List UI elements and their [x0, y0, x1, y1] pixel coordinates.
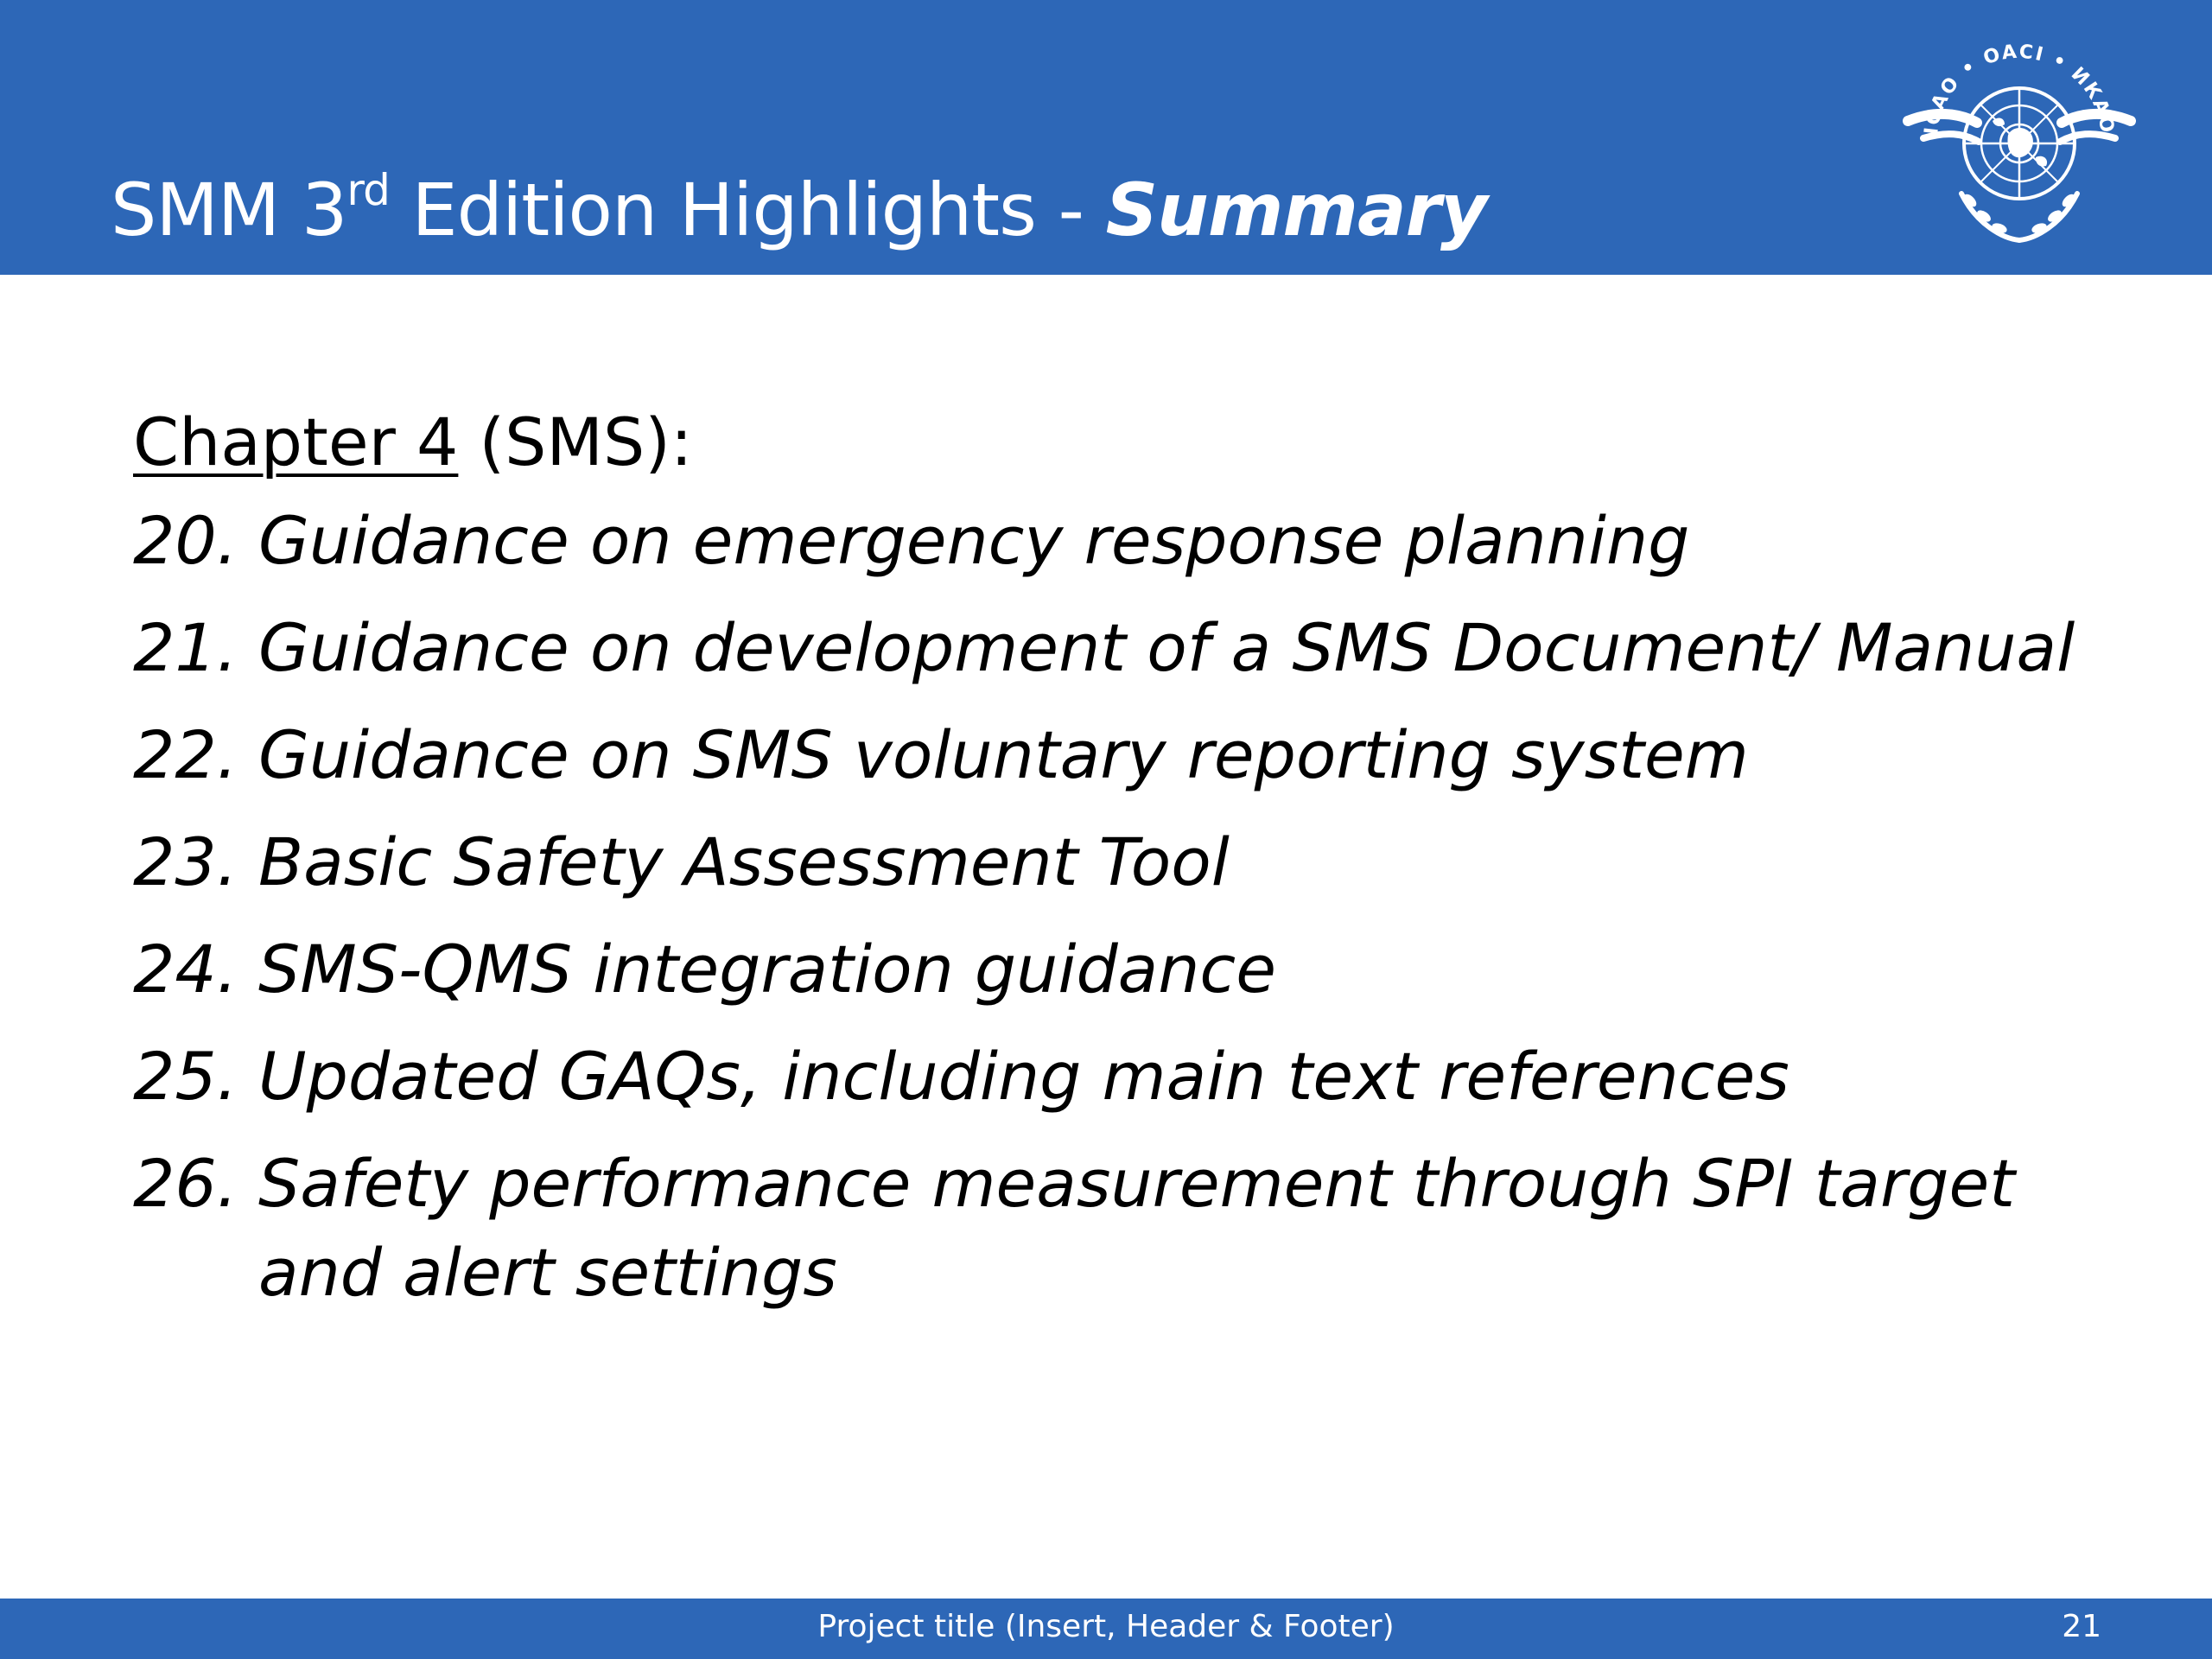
item-number: 25. — [133, 1038, 238, 1115]
item-text: Guidance on SMS voluntary reporting system — [258, 716, 1749, 793]
item-text: Basic Safety Assessment Tool — [258, 823, 1230, 900]
title-emphasis: Summary — [1105, 168, 1487, 252]
item-text: SMS-QMS integration guidance — [258, 931, 1276, 1007]
item-number: 23. — [133, 823, 238, 900]
item-number: 22. — [133, 716, 238, 793]
item-number: 21. — [133, 609, 238, 686]
item-number: 26. — [133, 1145, 238, 1222]
item-number: 24. — [133, 931, 238, 1007]
footer-bar — [0, 1599, 2212, 1659]
highlights-list — [133, 496, 2103, 1317]
list-item — [133, 1139, 2103, 1317]
title-superscript: rd — [346, 165, 390, 215]
chapter-label: Chapter 4 — [133, 404, 459, 480]
list-item — [133, 603, 2103, 692]
list-item — [133, 925, 2103, 1014]
list-item — [133, 1032, 2103, 1121]
item-text: Guidance on development of a SMS Document/ Manual — [258, 609, 2075, 686]
chapter-suffix: (SMS): — [458, 404, 693, 480]
list-item — [133, 496, 2103, 585]
list-item — [133, 817, 2103, 906]
page-number: 21 — [2062, 1609, 2101, 1644]
title-middle: Edition Highlights - — [389, 168, 1106, 252]
list-item — [133, 710, 2103, 799]
item-number: 20. — [133, 502, 238, 579]
title-bar — [0, 0, 2212, 275]
chapter-heading — [133, 389, 2103, 496]
slide-title — [111, 154, 1487, 266]
logo-ring-text: ICAO • OACI • ИКАО — [1921, 41, 2119, 137]
title-prefix: SMM 3 — [111, 168, 347, 252]
item-text: Guidance on emergency response planning — [258, 502, 1690, 579]
footer-title: Project title (Insert, Header & Footer) — [817, 1609, 1395, 1644]
slide-body — [133, 389, 2103, 1317]
item-text: Updated GAQs, including main text references — [258, 1038, 1789, 1115]
icao-emblem-icon — [1897, 21, 2141, 259]
item-text: Safety performance measurement through SPI target and alert settings — [258, 1145, 2016, 1311]
